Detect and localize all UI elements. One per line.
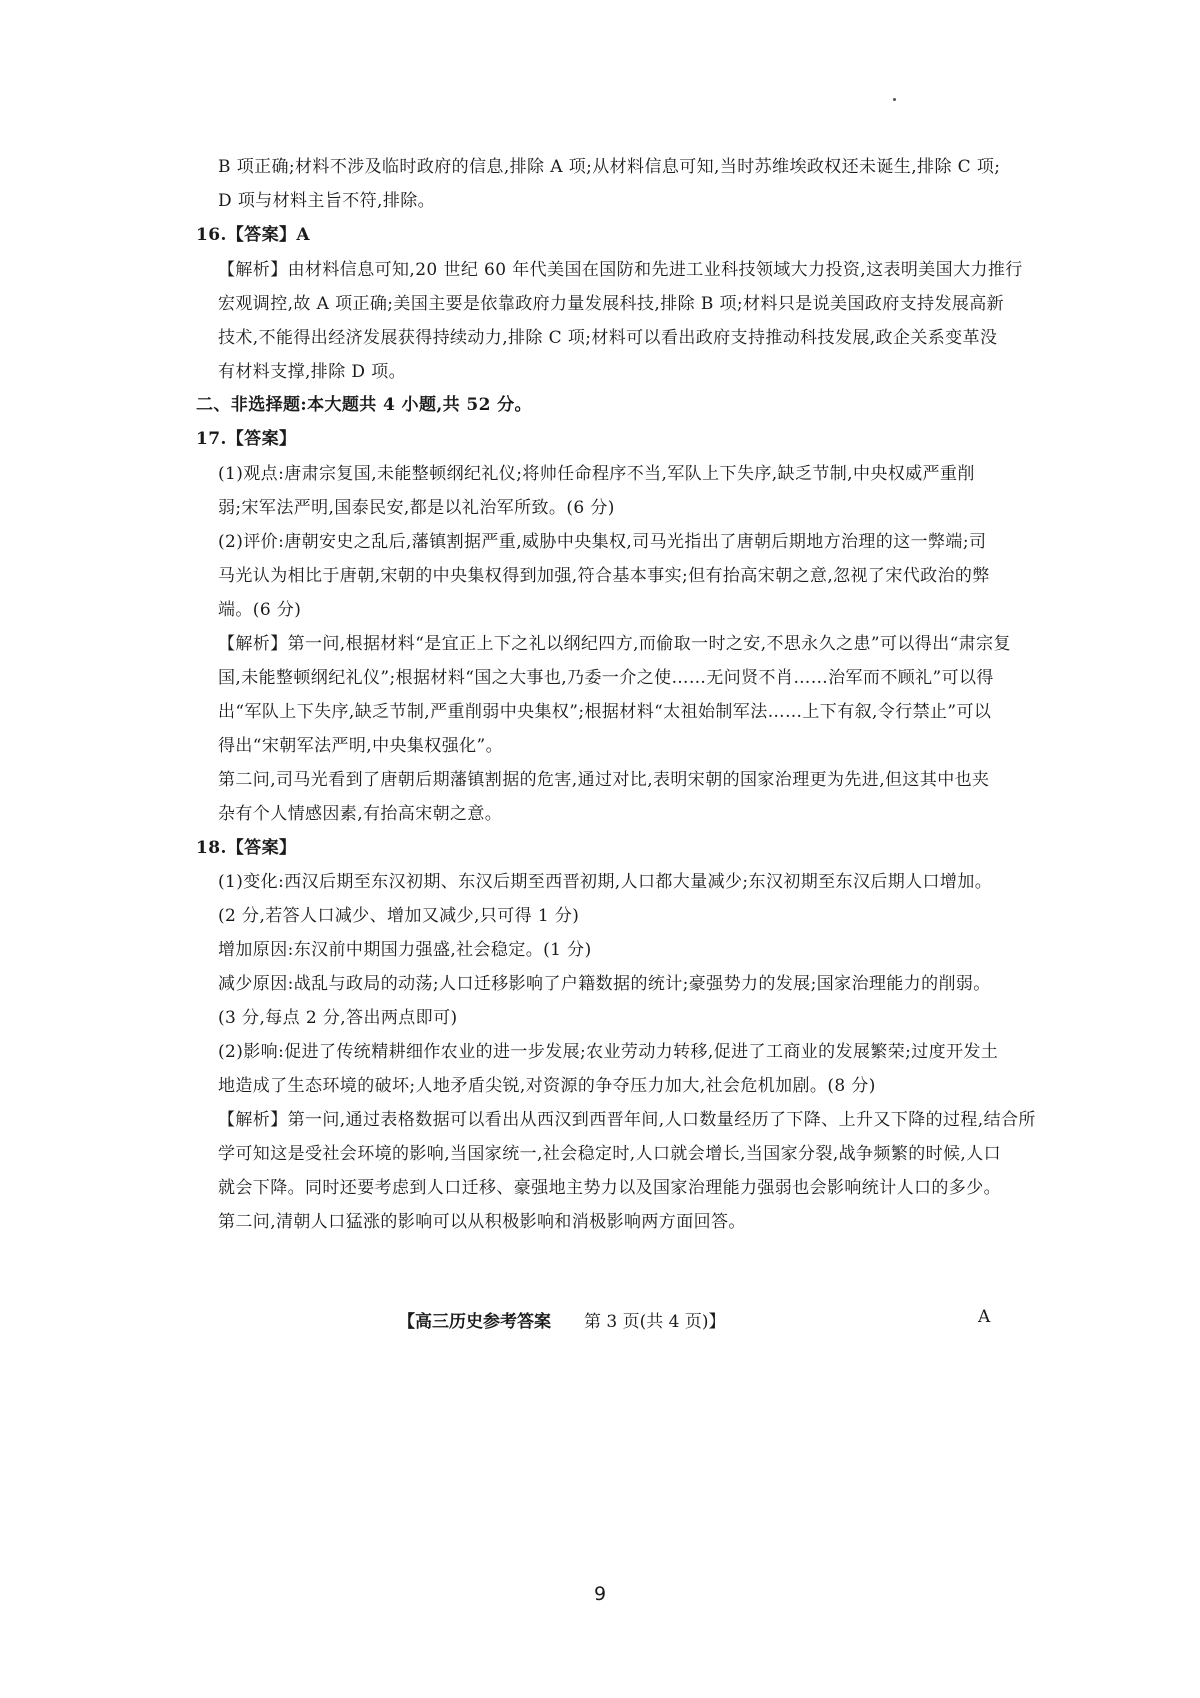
q18-answer: 18.【答案】 — [196, 838, 297, 858]
q18-line: (2)影响:促进了传统精耕细作农业的进一步发展;农业劳动力转移,促进了工商业的发展繁荣;过度开发土 — [218, 1042, 999, 1062]
q17-analysis-line: 国,未能整顿纲纪礼仪”;根据材料“国之大事也,乃委一介之使……无问贤不肖……治军而不顾礼”可以得 — [218, 668, 994, 688]
q17-line: (2)评价:唐朝安史之乱后,藩镇割据严重,威胁中央集权,司马光指出了唐朝后期地方治理的这一弊端;司 — [218, 532, 987, 552]
q18-line: 地造成了生态环境的破坏;人地矛盾尖锐,对资源的争夺压力加大,社会危机加剧。(8 分) — [218, 1076, 876, 1096]
q18-line: (2 分,若答人口减少、增加又减少,只可得 1 分) — [218, 906, 580, 926]
scan-dot — [893, 98, 896, 101]
page-footer — [0, 1307, 1200, 1331]
q17-line: (1)观点:唐肃宗复国,未能整顿纲纪礼仪;将帅任命程序不当,军队上下失序,缺乏节制,中央权威严重削 — [218, 464, 975, 484]
q18-line: 增加原因:东汉前中期国力强盛,社会稳定。(1 分) — [218, 940, 592, 960]
q17-line: 马光认为相比于唐朝,宋朝的中央集权得到加强,符合基本事实;但有抬高宋朝之意,忽视了宋代政治的弊 — [218, 566, 990, 586]
q16-analysis-line: 【解析】由材料信息可知,20 世纪 60 年代美国在国防和先进工业科技领域大力投资,这表明美国大力推行 — [218, 260, 1023, 280]
q18-line: (3 分,每点 2 分,答出两点即可) — [218, 1008, 458, 1028]
q17-analysis-line: 第二问,司马光看到了唐朝后期藩镇割据的危害,通过对比,表明宋朝的国家治理更为先进,但这其中也夹 — [218, 770, 990, 790]
q17-line: 端。(6 分) — [218, 600, 302, 620]
q16-analysis-line: 有材料支撑,排除 D 项。 — [218, 362, 407, 382]
footer-page-info: 第 3 页(共 4 页)】 — [584, 1312, 726, 1332]
q17-analysis-line: 杂有个人情感因素,有抬高宋朝之意。 — [218, 804, 503, 824]
text-line: D 项与材料主旨不符,排除。 — [218, 191, 436, 211]
q17-line: 弱;宋军法严明,国泰民安,都是以礼治军所致。(6 分) — [218, 498, 615, 518]
q18-analysis-line: 就会下降。同时还要考虑到人口迁移、豪强地主势力以及国家治理能力强弱也会影响统计人口的多少。 — [218, 1178, 1001, 1198]
q16-analysis-line: 宏观调控,故 A 项正确;美国主要是依靠政府力量发展科技,排除 B 项;材料只是说美国政府支持发展高新 — [218, 294, 1005, 314]
footer-version: A — [978, 1307, 991, 1327]
q18-line: 减少原因:战乱与政局的动荡;人口迁移影响了户籍数据的统计;豪强势力的发展;国家治理能力的削弱。 — [218, 974, 991, 994]
text-line: B 项正确;材料不涉及临时政府的信息,排除 A 项;从材料信息可知,当时苏维埃政权还未诞生,排除 C 项; — [218, 157, 1001, 177]
section-heading: 二、非选择题:本大题共 4 小题,共 52 分。 — [196, 395, 532, 415]
q17-analysis-line: 【解析】第一问,根据材料“是宜正上下之礼以纲纪四方,而偷取一时之安,不思永久之患”可以得出“肃宗复 — [218, 634, 1011, 654]
q16-answer: 16.【答案】A — [196, 225, 310, 245]
q18-line: (1)变化:西汉后期至东汉初期、东汉后期至西晋初期,人口都大量减少;东汉初期至东汉后期人口增加。 — [218, 872, 993, 892]
q18-analysis-line: 【解析】第一问,通过表格数据可以看出从西汉到西晋年间,人口数量经历了下降、上升又下降的过程,结合所 — [218, 1110, 1036, 1130]
page-number: 9 — [593, 1583, 607, 1605]
q18-analysis-line: 第二问,清朝人口猛涨的影响可以从积极影响和消极影响两方面回答。 — [218, 1212, 746, 1232]
q17-answer: 17.【答案】 — [196, 429, 297, 449]
footer-title: 【高三历史参考答案 — [398, 1312, 551, 1332]
q17-analysis-line: 得出“宋朝军法严明,中央集权强化”。 — [218, 736, 503, 756]
q16-analysis-line: 技术,不能得出经济发展获得持续动力,排除 C 项;材料可以看出政府支持推动科技发展,政企关系变革没 — [218, 328, 998, 348]
q17-analysis-line: 出“军队上下失序,缺乏节制,严重削弱中央集权”;根据材料“太祖始制军法……上下有叙,令行禁止”可以 — [218, 702, 992, 722]
q18-analysis-line: 学可知这是受社会环境的影响,当国家统一,社会稳定时,人口就会增长,当国家分裂,战争频繁的时候,人口 — [218, 1144, 1002, 1164]
